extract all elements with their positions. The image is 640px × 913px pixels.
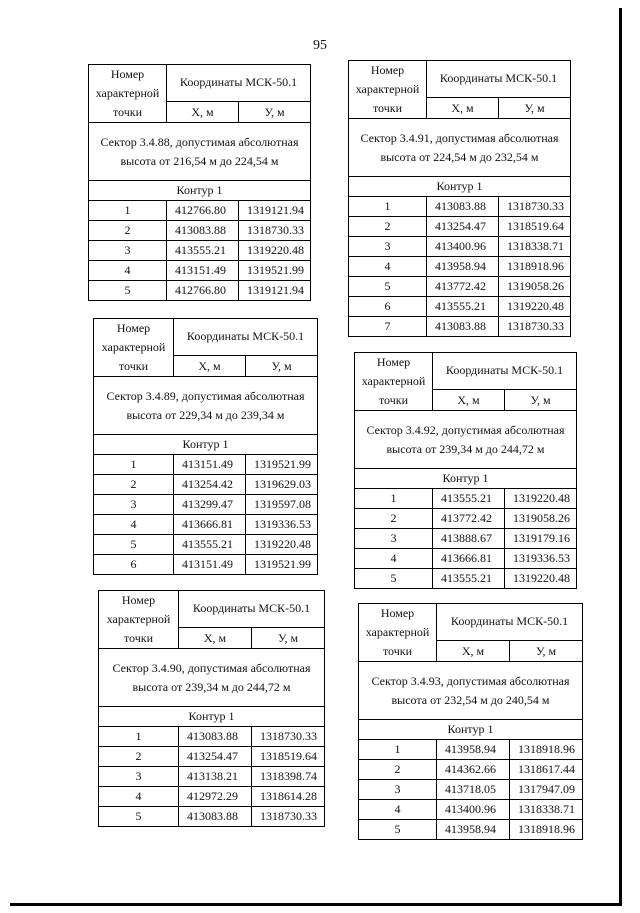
y-value: 1318918.96 [510, 820, 583, 840]
coordinates-header: Координаты МСК-50.1 [167, 65, 311, 102]
point-number: 3 [355, 529, 433, 549]
point-number: 4 [94, 515, 174, 535]
coordinates-header: Координаты МСК-50.1 [433, 353, 577, 390]
x-value: 413666.81 [433, 549, 505, 569]
table-row [349, 217, 571, 237]
y-header: У, м [499, 97, 571, 118]
table-row [99, 727, 325, 747]
table-row [359, 800, 583, 820]
y-header: У, м [239, 101, 311, 122]
x-header: Х, м [427, 97, 499, 118]
coord-table-sector-3-4-92 [354, 352, 577, 589]
x-value: 412972.29 [179, 787, 252, 807]
point-number: 4 [355, 549, 433, 569]
x-value: 413299.47 [174, 495, 246, 515]
y-value: 1319521.99 [246, 455, 318, 475]
point-number: 4 [99, 787, 179, 807]
contour-label: Контур 1 [99, 707, 325, 727]
y-value: 1319220.48 [246, 535, 318, 555]
y-value: 1318918.96 [510, 740, 583, 760]
x-value: 413083.88 [427, 317, 499, 337]
contour-label: Контур 1 [355, 469, 577, 489]
coord-table-sector-3-4-90 [98, 590, 325, 827]
point-number: 2 [349, 217, 427, 237]
table-row [89, 201, 311, 221]
point-number: 3 [349, 237, 427, 257]
table-row [89, 221, 311, 241]
y-value: 1318730.33 [252, 727, 325, 747]
sector-description: Сектор 3.4.90, допустимая абсолютная высота от 239,34 м до 244,72 м [99, 649, 325, 707]
table-row [349, 237, 571, 257]
x-header: Х, м [167, 101, 239, 122]
x-header: Х, м [433, 389, 505, 410]
y-value: 1319179.16 [505, 529, 577, 549]
page-number: 95 [313, 38, 327, 53]
point-number: 2 [94, 475, 174, 495]
point-number: 2 [89, 221, 167, 241]
point-number: 3 [94, 495, 174, 515]
x-value: 413555.21 [427, 297, 499, 317]
x-value: 413958.94 [437, 820, 510, 840]
point-number: 3 [99, 767, 179, 787]
x-value: 413083.88 [167, 221, 239, 241]
coord-table-sector-3-4-88 [88, 64, 311, 301]
x-value: 413151.49 [174, 455, 246, 475]
point-number: 3 [359, 780, 437, 800]
y-value: 1319220.48 [239, 241, 311, 261]
sector-description: Сектор 3.4.93, допустимая абсолютная высота от 232,54 м до 240,54 м [359, 662, 583, 720]
y-value: 1318519.64 [252, 747, 325, 767]
y-value: 1318398.74 [252, 767, 325, 787]
y-header: У, м [252, 627, 325, 648]
coord-table-sector-3-4-93 [358, 603, 583, 840]
table-row [349, 197, 571, 217]
x-value: 413555.21 [174, 535, 246, 555]
y-value: 1318730.33 [499, 197, 571, 217]
y-value: 1319220.48 [505, 489, 577, 509]
point-number: 7 [349, 317, 427, 337]
point-number-header: Номер характерной точки [99, 591, 179, 649]
y-value: 1318519.64 [499, 217, 571, 237]
x-value: 414362.66 [437, 760, 510, 780]
point-number: 5 [359, 820, 437, 840]
point-number-header: Номер характерной точки [355, 353, 433, 411]
x-header: Х, м [174, 355, 246, 376]
table-row [94, 515, 318, 535]
table-row [94, 475, 318, 495]
table-row [99, 787, 325, 807]
point-number: 6 [349, 297, 427, 317]
y-value: 1318338.71 [510, 800, 583, 820]
x-value: 413083.88 [179, 727, 252, 747]
contour-label: Контур 1 [349, 177, 571, 197]
point-number: 5 [94, 535, 174, 555]
y-value: 1317947.09 [510, 780, 583, 800]
coord-table-sector-3-4-89 [93, 318, 318, 575]
table-row [355, 529, 577, 549]
sector-description: Сектор 3.4.88, допустимая абсолютная высота от 216,54 м до 224,54 м [89, 123, 311, 181]
table-row [359, 780, 583, 800]
point-number: 4 [89, 261, 167, 281]
contour-label: Контур 1 [89, 181, 311, 201]
point-number: 1 [99, 727, 179, 747]
x-value: 413254.42 [174, 475, 246, 495]
point-number-header: Номер характерной точки [349, 61, 427, 119]
point-number: 6 [94, 555, 174, 575]
y-header: У, м [246, 355, 318, 376]
y-value: 1318730.33 [239, 221, 311, 241]
table-row [94, 455, 318, 475]
y-value: 1319058.26 [505, 509, 577, 529]
point-number: 1 [359, 740, 437, 760]
point-number: 1 [89, 201, 167, 221]
point-number-header: Номер характерной точки [94, 319, 174, 377]
sector-description: Сектор 3.4.92, допустимая абсолютная высота от 239,34 м до 244,72 м [355, 411, 577, 469]
point-number-header: Номер характерной точки [359, 604, 437, 662]
table-row [94, 535, 318, 555]
table-row [355, 569, 577, 589]
table-row [89, 241, 311, 261]
y-value: 1318614.28 [252, 787, 325, 807]
x-value: 413772.42 [427, 277, 499, 297]
x-value: 413400.96 [427, 237, 499, 257]
coordinates-header: Координаты МСК-50.1 [174, 319, 318, 356]
coordinates-header: Координаты МСК-50.1 [179, 591, 325, 628]
x-value: 413083.88 [179, 807, 252, 827]
y-value: 1319336.53 [246, 515, 318, 535]
sector-description: Сектор 3.4.91, допустимая абсолютная высота от 224,54 м до 232,54 м [349, 119, 571, 177]
point-number: 3 [89, 241, 167, 261]
point-number: 1 [94, 455, 174, 475]
y-value: 1319629.03 [246, 475, 318, 495]
x-header: Х, м [437, 640, 510, 661]
x-value: 413958.94 [427, 257, 499, 277]
y-value: 1319521.99 [239, 261, 311, 281]
x-value: 413138.21 [179, 767, 252, 787]
table-row [89, 261, 311, 281]
point-number: 2 [355, 509, 433, 529]
x-value: 412766.80 [167, 201, 239, 221]
point-number: 5 [349, 277, 427, 297]
x-value: 413718.05 [437, 780, 510, 800]
y-value: 1319597.08 [246, 495, 318, 515]
point-number: 4 [359, 800, 437, 820]
table-row [359, 740, 583, 760]
point-number: 5 [99, 807, 179, 827]
point-number-header: Номер характерной точки [89, 65, 167, 123]
point-number: 1 [349, 197, 427, 217]
table-row [355, 489, 577, 509]
table-row [94, 495, 318, 515]
y-value: 1319121.94 [239, 281, 311, 301]
y-header: У, м [510, 640, 583, 661]
x-value: 413958.94 [437, 740, 510, 760]
table-row [89, 281, 311, 301]
table-row [359, 820, 583, 840]
x-value: 413151.49 [174, 555, 246, 575]
table-row [349, 277, 571, 297]
table-row [359, 760, 583, 780]
sector-description: Сектор 3.4.89, допустимая абсолютная высота от 229,34 м до 239,34 м [94, 377, 318, 435]
x-value: 413400.96 [437, 800, 510, 820]
point-number: 5 [355, 569, 433, 589]
y-value: 1318730.33 [252, 807, 325, 827]
coord-table-sector-3-4-91 [348, 60, 571, 337]
x-value: 413083.88 [427, 197, 499, 217]
point-number: 2 [99, 747, 179, 767]
x-value: 413555.21 [167, 241, 239, 261]
point-number: 5 [89, 281, 167, 301]
table-row [94, 555, 318, 575]
y-value: 1319058.26 [499, 277, 571, 297]
y-value: 1318338.71 [499, 237, 571, 257]
x-header: Х, м [179, 627, 252, 648]
x-value: 413555.21 [433, 569, 505, 589]
y-value: 1319220.48 [499, 297, 571, 317]
y-header: У, м [505, 389, 577, 410]
y-value: 1319521.99 [246, 555, 318, 575]
table-row [99, 747, 325, 767]
x-value: 413555.21 [433, 489, 505, 509]
x-value: 413888.67 [433, 529, 505, 549]
contour-label: Контур 1 [94, 435, 318, 455]
point-number: 2 [359, 760, 437, 780]
x-value: 413254.47 [179, 747, 252, 767]
point-number: 4 [349, 257, 427, 277]
table-row [355, 509, 577, 529]
x-value: 413772.42 [433, 509, 505, 529]
x-value: 412766.80 [167, 281, 239, 301]
x-value: 413666.81 [174, 515, 246, 535]
y-value: 1319121.94 [239, 201, 311, 221]
y-value: 1318918.96 [499, 257, 571, 277]
x-value: 413151.49 [167, 261, 239, 281]
table-row [349, 317, 571, 337]
coordinates-header: Координаты МСК-50.1 [437, 604, 583, 641]
y-value: 1319220.48 [505, 569, 577, 589]
table-row [349, 257, 571, 277]
table-row [99, 807, 325, 827]
contour-label: Контур 1 [359, 720, 583, 740]
table-row [349, 297, 571, 317]
x-value: 413254.47 [427, 217, 499, 237]
y-value: 1318617.44 [510, 760, 583, 780]
coordinates-header: Координаты МСК-50.1 [427, 61, 571, 98]
point-number: 1 [355, 489, 433, 509]
table-row [99, 767, 325, 787]
table-row [355, 549, 577, 569]
y-value: 1318730.33 [499, 317, 571, 337]
y-value: 1319336.53 [505, 549, 577, 569]
